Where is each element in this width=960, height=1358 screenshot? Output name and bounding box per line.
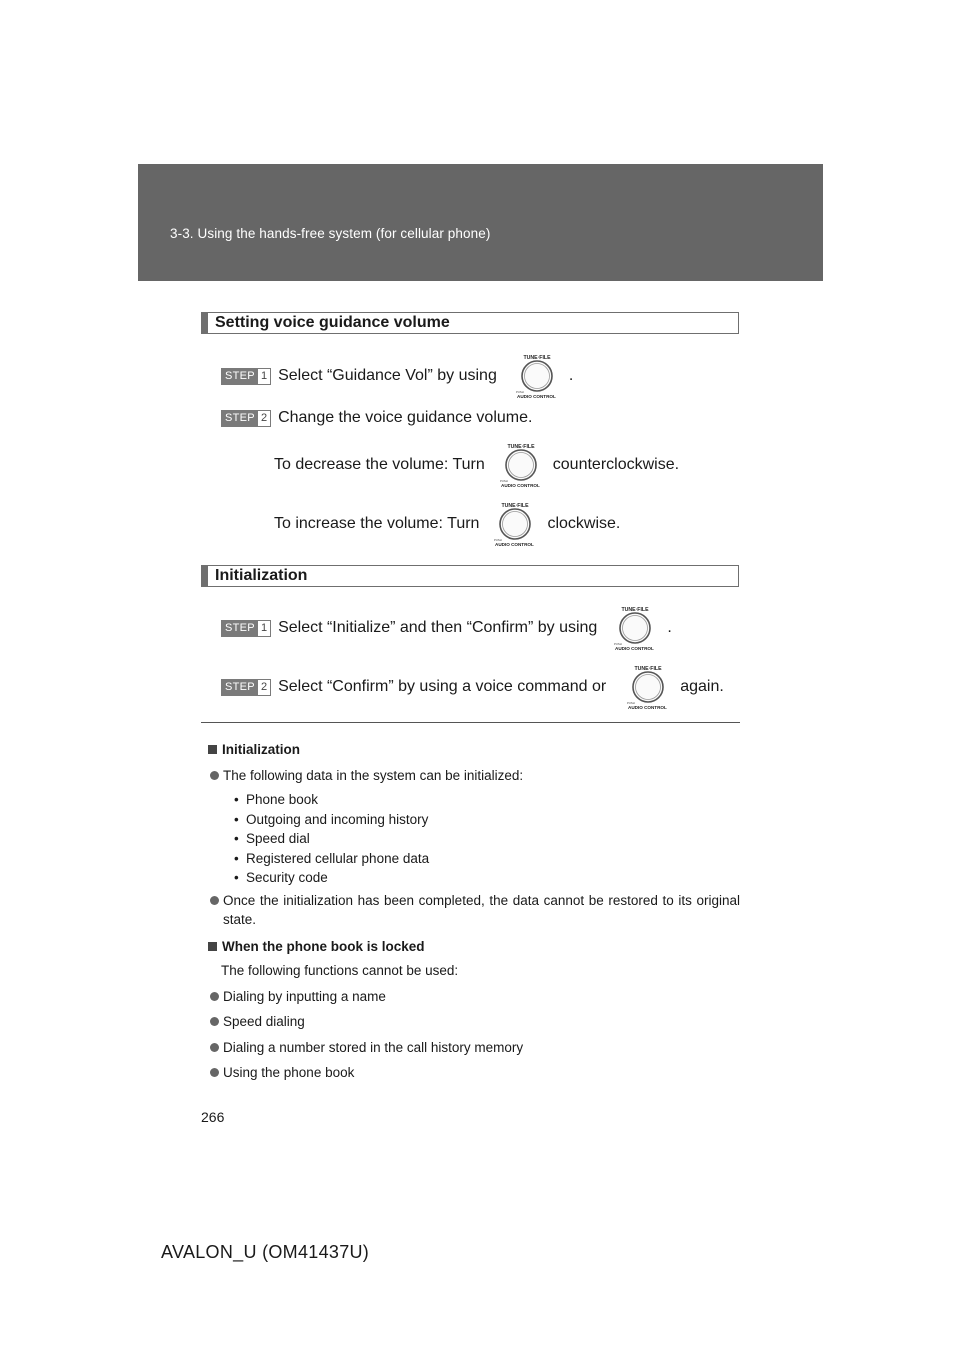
- svg-text:AUDIO CONTROL: AUDIO CONTROL: [495, 542, 535, 547]
- note-bullet: Speed dialing: [208, 1012, 740, 1032]
- svg-text:AUDIO CONTROL: AUDIO CONTROL: [516, 394, 556, 399]
- note-bullet: Once the initialization has been completed, the data cannot be restored to its original state.: [208, 891, 740, 930]
- step-badge: STEP 1: [221, 368, 271, 385]
- tune-file-knob-icon: [609, 605, 657, 651]
- step-1-select-guidance-vol: STEP 1 Select “Guidance Vol” by using TUNE·FILE PUSH AUDIO CONTROL .: [221, 356, 573, 396]
- svg-text:AUDIO CONTROL: AUDIO CONTROL: [628, 705, 667, 710]
- decrease-volume-instruction: To decrease the volume: Turn TUNE·FILE PUSH AUDIO CONTROL counterclockwise.: [274, 444, 680, 488]
- increase-volume-instruction: To increase the volume: Turn TUNE·FILE PUSH AUDIO CONTROL clockwise.: [274, 503, 621, 547]
- list-item: • Security code: [208, 868, 740, 888]
- note-heading-phonebook-locked: When the phone book is locked: [208, 937, 740, 957]
- tune-file-knob-icon: [495, 442, 543, 488]
- circle-bullet-icon: [210, 1043, 219, 1052]
- note-bullet: Dialing a number stored in the call history memory: [208, 1038, 740, 1058]
- svg-text:AUDIO CONTROL: AUDIO CONTROL: [615, 646, 655, 651]
- square-bullet-icon: [208, 745, 217, 754]
- note-bullet: The following data in the system can be initialized:: [208, 766, 740, 786]
- svg-text:TUNE·FILE: TUNE·FILE: [634, 666, 662, 672]
- tune-file-knob-icon: [622, 664, 670, 710]
- circle-bullet-icon: [210, 1068, 219, 1077]
- step-badge: STEP 2: [221, 679, 271, 696]
- svg-text:TUNE·FILE: TUNE·FILE: [523, 355, 551, 361]
- tune-file-knob-icon: [489, 501, 537, 547]
- step-2-select-confirm: STEP 2 Select “Confirm” by using a voice command or TUNE·FILE PUSH AUDIO CONTROL again.: [221, 667, 724, 707]
- note-bullet: Using the phone book: [208, 1063, 740, 1083]
- tune-file-knob-icon: [511, 353, 559, 399]
- step-badge: STEP 2: [221, 410, 271, 427]
- list-item: • Speed dial: [208, 829, 740, 849]
- svg-text:AUDIO CONTROL: AUDIO CONTROL: [500, 483, 540, 488]
- step-1-select-initialize: STEP 1 Select “Initialize” and then “Confirm” by using TUNE·FILE PUSH AUDIO CONTROL .: [221, 608, 672, 648]
- svg-text:TUNE·FILE: TUNE·FILE: [501, 503, 529, 509]
- list-item: • Phone book: [208, 790, 740, 810]
- svg-text:PUSH: PUSH: [627, 701, 635, 705]
- circle-bullet-icon: [210, 992, 219, 1001]
- circle-bullet-icon: [210, 896, 219, 905]
- square-bullet-icon: [208, 942, 217, 951]
- manual-code: AVALON_U (OM41437U): [161, 1242, 370, 1262]
- note-heading-initialization: Initialization: [208, 740, 740, 760]
- svg-text:PUSH: PUSH: [515, 390, 524, 394]
- svg-text:TUNE·FILE: TUNE·FILE: [507, 444, 535, 450]
- section-title-initialization: Initialization: [201, 565, 739, 587]
- list-item: • Registered cellular phone data: [208, 849, 740, 869]
- circle-bullet-icon: [210, 771, 219, 780]
- step-2-change-volume: STEP 2 Change the voice guidance volume.: [221, 398, 532, 438]
- svg-text:PUSH: PUSH: [614, 642, 623, 646]
- svg-text:TUNE·FILE: TUNE·FILE: [621, 607, 649, 613]
- note-bullet: Dialing by inputting a name: [208, 987, 740, 1007]
- notes-section: [208, 740, 740, 1083]
- svg-text:PUSH: PUSH: [494, 538, 503, 542]
- circle-bullet-icon: [210, 1017, 219, 1026]
- section-title-guidance-volume: Setting voice guidance volume: [201, 312, 739, 334]
- section-breadcrumb: 3-3. Using the hands-free system (for cellular phone): [170, 226, 491, 241]
- chapter-header-band: [138, 164, 823, 281]
- step-badge: STEP 1: [221, 620, 271, 637]
- svg-text:PUSH: PUSH: [499, 479, 508, 483]
- page-number: 266: [201, 1109, 225, 1125]
- list-item: • Outgoing and incoming history: [208, 810, 740, 830]
- note-intro: The following functions cannot be used:: [221, 963, 459, 978]
- divider: [201, 722, 740, 723]
